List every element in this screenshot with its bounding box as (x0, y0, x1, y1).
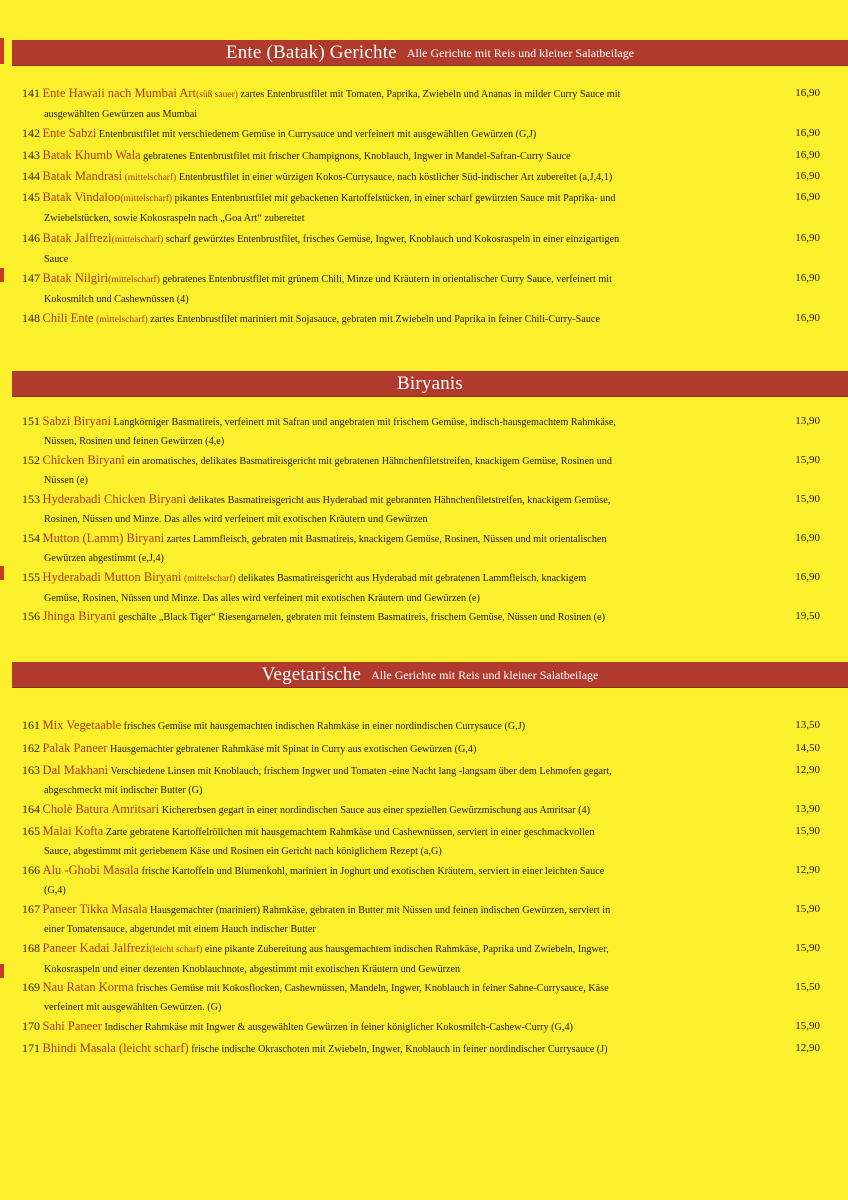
item-description-cont: Sauce (44, 254, 69, 265)
item-name: Batak Jalfrezi (42, 231, 112, 245)
item-price: 15,90 (795, 454, 820, 466)
item-description: Hausgemachter (mariniert) Rahmkäse, gebraten in Butter mit Nüssen und feinen indischen Gewürzen, serviert in (149, 905, 611, 916)
item-price: 12,90 (795, 1042, 820, 1054)
item-price: 16,90 (795, 87, 820, 99)
item-note: (süß sauer) (195, 90, 238, 100)
item-price: 16,90 (795, 232, 820, 244)
item-description-cont: Rosinen, Nüssen und Minze. Das alles wird verfeinert mit exotischen Kräutern und Gewürzen (44, 514, 428, 525)
section-subtitle: Alle Gerichte mit Reis und kleiner Salatbeilage (371, 667, 599, 682)
item-number: 141 (22, 86, 40, 100)
item-number: 167 (22, 902, 40, 916)
menu-item (22, 800, 822, 820)
item-price: 15,90 (795, 825, 820, 837)
item-number: 166 (22, 863, 40, 877)
item-description: delikates Basmatireisgericht aus Hyderabad mit gebrannten Hähnchenfiletstreifen, knackigem Gemüse, (188, 495, 611, 506)
item-number: 161 (22, 718, 40, 732)
item-price: 13,90 (795, 415, 820, 427)
item-description-cont: abgeschmeckt mit indischer Butter (G) (44, 785, 203, 796)
item-number: 147 (22, 271, 40, 285)
section-banner-vegetarische (12, 662, 848, 688)
item-number: 168 (22, 941, 40, 955)
item-description: Verschiedene Linsen mit Knoblauch, frischem Ingwer und Tomaten -eine Nacht lang -langsam über dem Lehmofen gegart, (110, 766, 612, 777)
item-number: 171 (22, 1041, 40, 1055)
menu-item (22, 739, 822, 759)
item-name: Bhindi Masala (leicht scharf) (42, 1041, 189, 1055)
item-description: zartes Lammfleisch, gebraten mit Basmatireis, knackigem Gemüse, Rosinen, Nüssen und mit orientalischen (166, 534, 607, 545)
item-description: geschälte „Black Tiger“ Riesengarnelen, gebraten mit feinstem Basmatireis, frischem Gemüse, Nüssen und Rosinen (e) (118, 612, 605, 623)
item-number: 153 (22, 492, 40, 506)
item-name: Palak Paneer (42, 741, 108, 755)
item-price: 15,90 (795, 942, 820, 954)
item-number: 145 (22, 190, 40, 204)
section-banner-ente (12, 40, 848, 66)
item-note: (mittelscharf) (183, 574, 236, 584)
menu-item (22, 900, 822, 939)
item-description: gebratenes Entenbrustfilet mit frischer Champignons, Knoblauch, Ingwer in Mandel-Safran-Curry Sauce (143, 151, 571, 162)
item-price: 16,90 (795, 272, 820, 284)
item-name: Batak Vindaloo (42, 190, 121, 204)
item-number: 170 (22, 1019, 40, 1033)
item-description: Zarte gebratene Kartoffelröllchen mit hausgemachtem Rahmkäse und Cashewnüssen, serviert in einer geschmackvollen (105, 827, 595, 838)
item-note: (mittelscharf) (96, 315, 148, 325)
item-description: Kichererbsen gegart in einer nordindischen Sauce aus einer speziellen Gewürzmischung aus Amritsar (4) (161, 805, 591, 816)
item-name: Paneer Kadai Jalfrezi (42, 941, 150, 955)
item-description-cont: Sauce, abgestimmt mit geriebenem Käse und Rosinen ein Gericht nach königlichem Rezept (a,G) (44, 846, 442, 857)
menu-item (22, 229, 822, 269)
menu-item (22, 861, 822, 900)
item-price: 15,90 (795, 903, 820, 915)
section-title: Vegetarische (261, 664, 362, 685)
item-number: 156 (22, 609, 40, 623)
item-description: eine pikante Zubereitung aus hausgemachtem indischen Rahmkäse, Paprika und Zwiebeln, Ingwer, (205, 944, 609, 955)
item-number: 169 (22, 980, 40, 994)
item-description: gebratenes Entenbrustfilet mit grünem Chili, Minze und Kräutern in orientalischer Curry Sauce, verfeinert mit (162, 274, 612, 285)
item-number: 165 (22, 824, 40, 838)
item-price: 16,90 (795, 127, 820, 139)
item-number: 151 (22, 414, 40, 428)
item-price: 16,90 (795, 532, 820, 544)
item-name: Mix Vegetaable (42, 718, 122, 732)
menu-item (22, 146, 822, 166)
edge-mark (0, 38, 4, 64)
item-name: Malai Kofta (42, 824, 104, 838)
item-description: frisches Gemüse mit Kokosflocken, Cashewnüssen, Mandeln, Ingwer, Knoblauch in feiner Sahne-Currysauce, Käse (136, 983, 609, 994)
item-name: Cholè Batura Amritsari (42, 802, 160, 816)
item-name: Mutton (Lamm) Biryani (42, 531, 165, 545)
item-description: frische Kartoffeln und Blumenkohl, mariniert in Joghurt und exotischen Kräutern, serviert in einer leichten Sauce (141, 866, 605, 877)
edge-mark (0, 268, 4, 282)
item-number: 164 (22, 802, 40, 816)
item-description: zartes Entenbrustfilet mit Tomaten, Paprika, Zwiebeln und Ananas in milder Curry Sauce mit (240, 89, 621, 100)
menu-item (22, 167, 822, 188)
item-note: (mittelscharf) (124, 173, 177, 183)
item-name: Batak Mandrasi (42, 169, 123, 183)
item-price: 16,90 (795, 312, 820, 324)
item-description: Hausgemachter gebratener Rahmkäse mit Spinat in Curry aus exotischen Gewürzen (G,4) (110, 744, 477, 755)
item-note: (leicht scharf) (149, 945, 203, 955)
item-description-cont: (G,4) (44, 885, 66, 896)
item-number: 162 (22, 741, 40, 755)
section-banner-biryanis (12, 371, 848, 397)
item-description-cont: Kokosraspeln und einer dezenten Knoblauchnote, abgestimmt mit exotischen Kräutern und Gewürzen (44, 964, 461, 975)
section-subtitle: Alle Gerichte mit Reis und kleiner Salatbeilage (406, 45, 635, 60)
item-description-cont: Zwiebelstücken, sowie Kokosraspeln nach „Goa Art“ zubereitet (44, 213, 305, 224)
item-name: Chili Ente (42, 311, 94, 325)
menu-item (22, 124, 822, 144)
item-description: zartes Entenbrustfilet mariniert mit Sojasauce, gebraten mit Zwiebeln und Paprika in feiner Chili-Curry-Sauce (150, 314, 600, 325)
item-price: 16,90 (795, 571, 820, 583)
menu-item (22, 490, 822, 529)
menu-item (22, 939, 822, 979)
item-price: 15,50 (795, 981, 820, 993)
item-price: 15,90 (795, 1020, 820, 1032)
item-name: Dal Makhani (42, 763, 109, 777)
item-description: Entenbrustfilet mit verschiedenem Gemüse in Currysauce und verfeinert mit ausgewählten Gewürzen (G,J) (98, 129, 537, 140)
item-description-cont: einer Tomatensauce, abgerundet mit einem Hauch indischer Butter (44, 924, 316, 935)
item-name: Ente Hawaii nach Mumbai Art (42, 86, 196, 100)
item-price: 13,50 (795, 719, 820, 731)
menu-item (22, 607, 822, 627)
item-price: 16,90 (795, 170, 820, 182)
item-name: Nau Ratan Korma (42, 980, 134, 994)
item-number: 142 (22, 126, 40, 140)
item-description-cont: Kokosmilch und Cashewnüssen (4) (44, 294, 189, 305)
edge-mark (0, 964, 4, 978)
item-description: delikates Basmatireisgericht aus Hyderabad mit gebratenen Lammfleisch, knackigem (238, 573, 587, 584)
menu-item (22, 761, 822, 800)
menu-item (22, 716, 822, 736)
item-number: 146 (22, 231, 40, 245)
item-number: 163 (22, 763, 40, 777)
section-title: Biryanis (397, 373, 463, 394)
item-description: frisches Gemüse mit hausgemachten indischen Rahmkäse in einer nordindischen Currysauce (G,J) (123, 721, 526, 732)
item-note: (mittelscharf) (120, 194, 173, 204)
item-name: Sabzi Biryani (42, 414, 111, 428)
menu-item (22, 451, 822, 490)
item-number: 155 (22, 570, 40, 584)
item-description-cont: ausgewählten Gewürzen aus Mumbai (44, 109, 198, 120)
item-description: ein aromatisches, delikates Basmatireisgericht mit gebratenen Hähnchenfiletstreifen, knackigem Gemüse, Rosinen und (127, 456, 612, 467)
item-price: 12,90 (795, 764, 820, 776)
menu-item (22, 269, 822, 309)
menu-item (22, 412, 822, 451)
item-price: 13,90 (795, 803, 820, 815)
item-description: Indischer Rahmkäse mit Ingwer & ausgewählten Gewürzen in feiner königlicher Kokosmilch-Cashew-Curry (G,4) (104, 1022, 573, 1033)
menu-item (22, 978, 822, 1017)
menu-item (22, 309, 822, 330)
menu-item (22, 568, 822, 608)
item-description-cont: Gemüse, Rosinen, Nüssen und Minze. Das alles wird verfeinert mit exotischen Kräutern und Gewürzen (e) (44, 593, 480, 604)
item-name: Chicken Biryani (42, 453, 125, 467)
item-description: Entenbrustfilet in einer würzigen Kokos-Currysauce, nach köstlicher Süd-indischer Art zubereitet (a,J,4,1) (178, 172, 613, 183)
item-price: 16,90 (795, 149, 820, 161)
item-name: Paneer Tikka Masala (42, 902, 148, 916)
item-name: Batak Nilgiri (42, 271, 109, 285)
item-number: 143 (22, 148, 40, 162)
item-name: Sahi Paneer (42, 1019, 102, 1033)
menu-item (22, 529, 822, 568)
item-description-cont: Nüssen (e) (44, 475, 88, 486)
item-description: frische indische Okraschoten mit Zwiebeln, Ingwer, Knoblauch in feiner nordindischer Currysauce (J) (191, 1044, 608, 1055)
item-number: 144 (22, 169, 40, 183)
section-title: Ente (Batak) Gerichte (225, 42, 397, 63)
item-number: 148 (22, 311, 40, 325)
item-price: 15,90 (795, 493, 820, 505)
menu-item (22, 84, 822, 124)
menu-item (22, 188, 822, 228)
item-name: Jhinga Biryani (42, 609, 116, 623)
item-name: Ente Sabzi (42, 126, 97, 140)
edge-mark (0, 566, 4, 580)
item-name: Hyderabadi Mutton Biryani (42, 570, 182, 584)
item-price: 19,50 (795, 610, 820, 622)
item-name: Batak Khumb Wala (42, 148, 141, 162)
item-number: 154 (22, 531, 40, 545)
item-name: Hyderabadi Chicken Biryani (42, 492, 187, 506)
item-number: 152 (22, 453, 40, 467)
item-price: 12,90 (795, 864, 820, 876)
item-note: (mittelscharf) (108, 275, 160, 285)
item-price: 14,50 (795, 742, 820, 754)
item-description-cont: verfeinert mit ausgewählten Gewürzen. (G) (44, 1002, 222, 1013)
menu-item (22, 1017, 822, 1037)
item-note: (mittelscharf) (111, 235, 164, 245)
item-description: Langkörniger Basmatireis, verfeinert mit Safran und angebraten mit frischem Gemüse, indisch-hausgemachtem Rahmkäse, (113, 417, 616, 428)
item-description-cont: Gewürzen abgestimmt (e,J,4) (44, 553, 164, 564)
menu-item (22, 1039, 822, 1059)
item-price: 16,90 (795, 191, 820, 203)
item-name: Alu -Ghobi Masala (42, 863, 140, 877)
item-description: pikantes Entenbrustfilet mit gebackenen Kartoffelstücken, in einer scharf gewürzten Sauce mit Paprika- und (174, 193, 616, 204)
item-description: scharf gewürztes Entenbrustfilet, frisches Gemüse, Ingwer, Knoblauch und Kokosraspeln in einer einzigartigen (165, 234, 620, 245)
menu-item (22, 822, 822, 861)
item-description-cont: Nüssen, Rosinen und feinen Gewürzen (4,e) (44, 436, 225, 447)
